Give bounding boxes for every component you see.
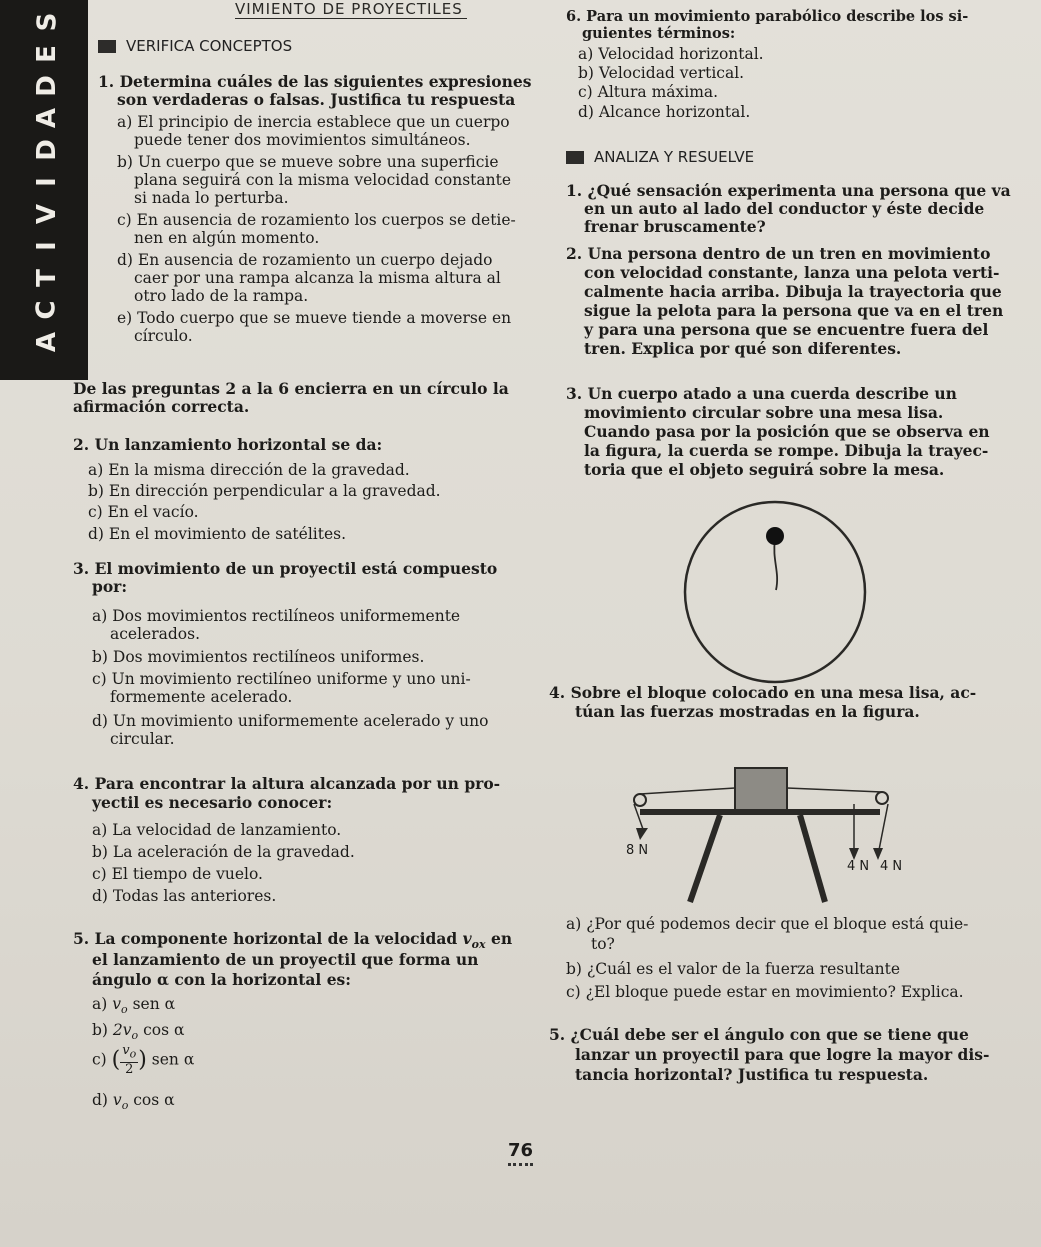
q3-option-c: c) Un movimiento rectilíneo uniforme y uno uni-: [92, 670, 471, 688]
q1-option-b-cont1: plana seguirá con la misma velocidad constante: [134, 171, 512, 189]
a-q3-line4: la figura, la cuerda se rompe. Dibuja la trayec-: [584, 441, 989, 460]
q1-option-a: a) El principio de inercia establece que un cuerpo: [117, 113, 510, 131]
sidebar-letter: T: [32, 269, 62, 287]
q4-title-line1: 4. Para encontrar la altura alcanzada por un pro-: [73, 774, 501, 793]
q5-title-line1: 5. La componente horizontal de la velocidad $v_{ox}$ en: [73, 929, 513, 952]
a-q4-option-a-cont: to?: [591, 935, 615, 953]
q1-option-d-cont1: caer por una rampa alcanza la misma altura al: [134, 269, 501, 287]
q2-title: 2. Un lanzamiento horizontal se da:: [73, 435, 383, 454]
force-label-8n: 8 N: [626, 843, 649, 858]
sidebar-letter: I: [32, 177, 62, 187]
q1-option-a-cont: puede tener dos movimientos simultáneos.: [134, 131, 471, 149]
q2-option-a: a) En la misma dirección de la gravedad.: [88, 461, 410, 479]
a-q1-line1: 1. ¿Qué sensación experimenta una persona que va: [566, 181, 1011, 200]
q4-title-line2: yectil es necesario conocer:: [92, 793, 333, 812]
verifica-heading-text: VERIFICA CONCEPTOS: [126, 37, 293, 55]
a-q5-line3: tancia horizontal? Justifica tu respuesta.: [575, 1065, 929, 1084]
q3-option-a-cont: acelerados.: [110, 625, 201, 643]
sidebar-letter: D: [32, 139, 62, 161]
q1-option-e-cont: círculo.: [134, 327, 193, 345]
sidebar-letter: D: [32, 75, 62, 97]
q1-option-d-cont2: otro lado de la rampa.: [134, 287, 309, 305]
q2-option-d: d) En el movimiento de satélites.: [88, 525, 347, 543]
sidebar-letter: S: [31, 12, 62, 32]
rope-right: [787, 788, 882, 792]
q5-title-line3: ángulo α con la horizontal es:: [92, 970, 352, 989]
rope-down-left: [634, 804, 644, 832]
q3-option-c-cont: formemente acelerado.: [110, 688, 293, 706]
a-q4-line1: 4. Sobre el bloque colocado en una mesa lisa, ac-: [549, 683, 977, 702]
sidebar-letter: C: [32, 300, 62, 320]
a-q2-line1: 2. Una persona dentro de un tren en movimiento: [566, 244, 991, 263]
analiza-heading-text: ANALIZA Y RESUELVE: [594, 148, 755, 166]
sidebar-letter: E: [31, 45, 62, 63]
page-number: 76: [508, 1140, 533, 1166]
verifica-heading: [98, 37, 292, 55]
pulley-left: [634, 794, 646, 806]
q3-title-line1: 3. El movimiento de un proyectil está compuesto: [73, 559, 498, 578]
circular-motion-figure: [660, 500, 900, 685]
a-q2-line4: sigue la pelota para la persona que va en el tren: [584, 301, 1004, 320]
q4-option-d: d) Todas las anteriores.: [92, 887, 277, 905]
a-q4-option-a: a) ¿Por qué podemos decir que el bloque está quie-: [566, 915, 969, 933]
q1-option-d: d) En ausencia de rozamiento un cuerpo dejado: [117, 251, 493, 269]
force-label-4n-right: 4 N: [880, 859, 903, 874]
a-q3-line1: 3. Un cuerpo atado a una cuerda describe un: [566, 384, 957, 403]
sidebar-letter: V: [32, 203, 62, 225]
a-q3-line2: movimiento circular sobre una mesa lisa.: [584, 403, 944, 422]
a-q2-line3: calmente hacia arriba. Dibuja la trayectoria que: [584, 282, 1002, 301]
q3-option-a: a) Dos movimientos rectilíneos uniformemente: [92, 607, 461, 625]
ball-object: [766, 527, 784, 545]
q3-title-line2: por:: [92, 577, 128, 596]
activities-sidebar: [0, 0, 88, 380]
q6-title-line2: guientes términos:: [582, 25, 736, 42]
q3-option-d: d) Un movimiento uniformemente acelerado y uno: [92, 712, 489, 730]
q3-option-d-cont: circular.: [110, 730, 175, 748]
q6-option-b: b) Velocidad vertical.: [578, 64, 745, 82]
q4-option-c: c) El tiempo de vuelo.: [92, 865, 263, 883]
a-q5-line1: 5. ¿Cuál debe ser el ángulo con que se tiene que: [549, 1025, 969, 1044]
q2-option-b: b) En dirección perpendicular a la gravedad.: [88, 482, 441, 500]
a-q3-line3: Cuando pasa por la posición que se observa en: [584, 422, 990, 441]
a-q1-line3: frenar bruscamente?: [584, 217, 766, 236]
q1-option-b-cont2: si nada lo perturba.: [134, 189, 289, 207]
heading-square-icon: [98, 40, 116, 53]
q6-title-line1: 6. Para un movimiento parabólico describe los si-: [566, 8, 969, 25]
q1-title-line1: 1. Determina cuáles de las siguientes expresiones: [98, 72, 532, 91]
q6-option-a: a) Velocidad horizontal.: [578, 45, 764, 63]
q1-option-c: c) En ausencia de rozamiento los cuerpos se detie-: [117, 211, 516, 229]
block: [735, 768, 787, 810]
q5-option-b: b) $2v_o$ cos α: [92, 1021, 185, 1043]
sidebar-letter: A: [32, 331, 62, 353]
a-q1-line2: en un auto al lado del conductor y éste decide: [584, 199, 985, 218]
a-q2-line2: con velocidad constante, lanza una pelota verti-: [584, 263, 1000, 282]
table-leg-left: [690, 815, 720, 902]
q1-option-c-cont: nen en algún momento.: [134, 229, 320, 247]
force-label-4n-mid: 4 N: [847, 859, 870, 874]
heading-square-icon: [566, 151, 584, 164]
a-q5-line2: lanzar un proyectil para que logre la mayor dis-: [575, 1045, 990, 1064]
sidebar-vertical-title: [30, 6, 70, 358]
q1-title-line2: son verdaderas o falsas. Justifica tu respuesta: [117, 90, 516, 109]
a-q2-line6: tren. Explica por qué son diferentes.: [584, 339, 902, 358]
q6-option-c: c) Altura máxima.: [578, 83, 719, 101]
q5-option-d: d) $v_o$ cos α: [92, 1091, 175, 1113]
pulley-right: [876, 792, 888, 804]
analiza-heading: [566, 148, 754, 166]
q2-option-c: c) En el vacío.: [88, 503, 199, 521]
q5-option-a: a) $v_o$ sen α: [92, 995, 176, 1017]
a-q4-option-b: b) ¿Cuál es el valor de la fuerza resultante: [566, 960, 901, 978]
string-line: [774, 540, 777, 590]
q3-option-b: b) Dos movimientos rectilíneos uniformes.: [92, 648, 425, 666]
q6-option-d: d) Alcance horizontal.: [578, 103, 751, 121]
table-leg-right: [800, 815, 825, 902]
instructions-line2: afirmación correcta.: [73, 397, 250, 416]
q5-option-c: c) ( $\frac{v_o}{2}$ ) sen α: [92, 1043, 195, 1077]
a-q4-line2: túan las fuerzas mostradas en la figura.: [575, 702, 920, 721]
sidebar-letter: A: [32, 107, 62, 129]
sidebar-letter: I: [32, 241, 62, 251]
instructions-line1: De las preguntas 2 a la 6 encierra en un círculo la: [73, 379, 509, 398]
q1-option-b: b) Un cuerpo que se mueve sobre una superficie: [117, 153, 499, 171]
block-table-figure: [620, 760, 903, 910]
arrow-8n-icon: [636, 828, 648, 840]
q1-option-e: e) Todo cuerpo que se mueve tiende a moverse en: [117, 309, 512, 327]
q5-title-line2: el lanzamiento de un proyectil que forma un: [92, 950, 479, 969]
chapter-header: VIMIENTO DE PROYECTILES: [235, 0, 467, 19]
a-q3-line5: toria que el objeto seguirá sobre la mesa.: [584, 460, 945, 479]
a-q4-option-c: c) ¿El bloque puede estar en movimiento? Explica.: [566, 983, 964, 1001]
q4-option-b: b) La aceleración de la gravedad.: [92, 843, 355, 861]
q4-option-a: a) La velocidad de lanzamiento.: [92, 821, 342, 839]
a-q2-line5: y para una persona que se encuentre fuera del: [584, 320, 989, 339]
rope-left: [640, 788, 735, 794]
